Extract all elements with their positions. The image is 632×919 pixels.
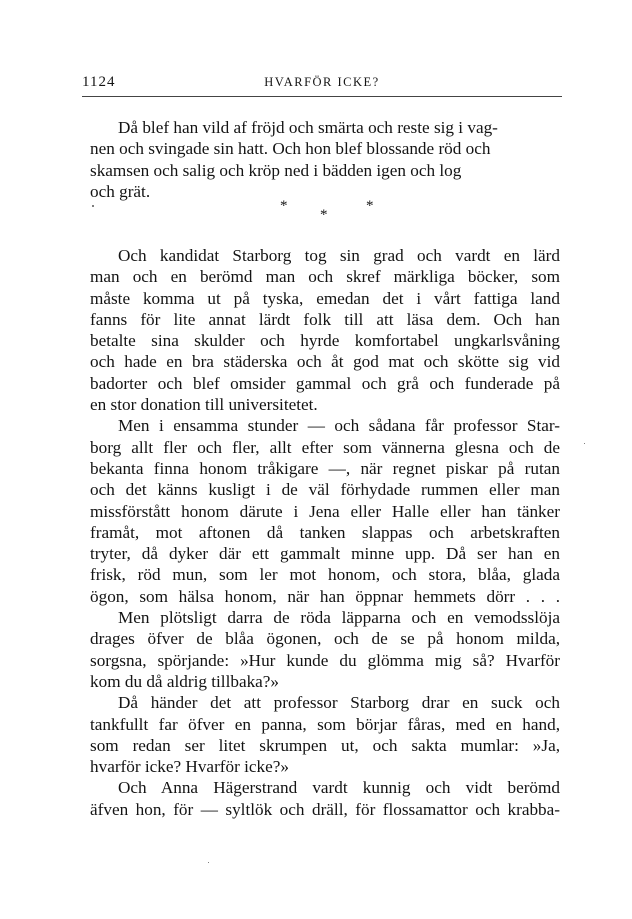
text-line: borg allt fler och fler, allt efter som vännerna glesna och de [90, 437, 560, 457]
text-line: och hade en bra städerska och åt god mat och skötte sig vid [90, 352, 560, 372]
paper-speck [92, 205, 94, 207]
section-star: * [280, 198, 288, 214]
section-star: * [366, 198, 374, 214]
text-line: missförstått honom därute i Jena eller Halle eller han tänker [90, 501, 560, 521]
text-line: Då blef han vild af fröjd och smärta och reste sig i vag- [118, 118, 498, 137]
text-line: Då händer det att professor Starborg drar en suck och [118, 693, 560, 713]
text-block-top [90, 117, 560, 202]
paragraph [90, 692, 560, 777]
text-line: badorter och blef omsider gammal och grå och funderade på [90, 373, 560, 393]
text-line: en stor donation till universitetet. [90, 395, 318, 415]
paragraph [90, 607, 560, 692]
text-line: tankfullt far öfver en panna, som börjar fåras, med en hand, [90, 714, 560, 734]
text-line: och det känns kusligt i de väl förhydade rummen eller man [90, 480, 560, 500]
text-line: som redan ser litet skrumpen ut, och sakta mumlar: »Ja, [90, 735, 560, 755]
text-line: sorgsna, spörjande: »Hur kunde du glömma mig så? Hvarför [90, 650, 560, 670]
paragraph [90, 117, 560, 202]
section-break [270, 198, 380, 228]
text-line: man och en berömd man och skref märkliga böcker, som [90, 267, 560, 287]
text-line: Men plötsligt darra de röda läpparna och en vemodsslöja [118, 608, 560, 628]
paragraph [90, 777, 560, 820]
text-line: fanns för lite annat lärdt folk till att läsa dem. Och han [90, 309, 560, 329]
paragraph [90, 415, 560, 607]
text-line: skamsen och salig och kröp ned i bädden igen och log [90, 160, 462, 180]
text-line: tryter, då dyker där ett gammalt minne upp. Då ser han en [90, 544, 560, 564]
page-number: 1124 [82, 74, 116, 90]
text-block-main [90, 245, 560, 820]
paragraph [90, 245, 560, 415]
text-line: Och Anna Hägerstrand vardt kunnig och vidt berömd [118, 778, 560, 798]
text-line: Och kandidat Starborg tog sin grad och vardt en lärd [118, 246, 560, 265]
text-line: äfven hon, för — syltlök och dräll, för flossamattor och krabba- [90, 799, 560, 819]
paper-speck [208, 862, 209, 863]
text-line: måste komma ut på tyska, emedan det i vårt fattiga land [90, 288, 560, 308]
text-line: och grät. [90, 181, 151, 201]
text-line: kom du då aldrig tillbaka?» [90, 671, 280, 691]
text-line: framåt, mot aftonen då tanken slappas och arbetskraften [90, 522, 560, 542]
page-header [82, 74, 562, 94]
section-star: * [320, 207, 328, 223]
text-line: nen och svingade sin hatt. Och hon blef blossande röd och [90, 139, 491, 159]
text-line: drages öfver de blåa ögonen, och de se på honom milda, [90, 629, 560, 649]
running-title: HVARFÖR ICKE? [264, 75, 380, 89]
paper-speck [584, 443, 585, 444]
text-line: Men i ensamma stunder — och sådana får professor Star- [118, 416, 560, 436]
header-rule [82, 96, 562, 97]
text-line: bekanta finna honom tråkigare —, när regnet piskar på rutan [90, 458, 560, 478]
text-line: ögon, som hälsa honom, när han öppnar hemmets dörr . . . [90, 586, 560, 606]
text-line: hvarför icke? Hvarför icke?» [90, 757, 289, 777]
text-line: betalte sina skulder och hyrde komfortabel ungkarlsvåning [90, 331, 560, 351]
text-line: frisk, röd mun, som ler mot honom, och stora, blåa, glada [90, 565, 560, 585]
